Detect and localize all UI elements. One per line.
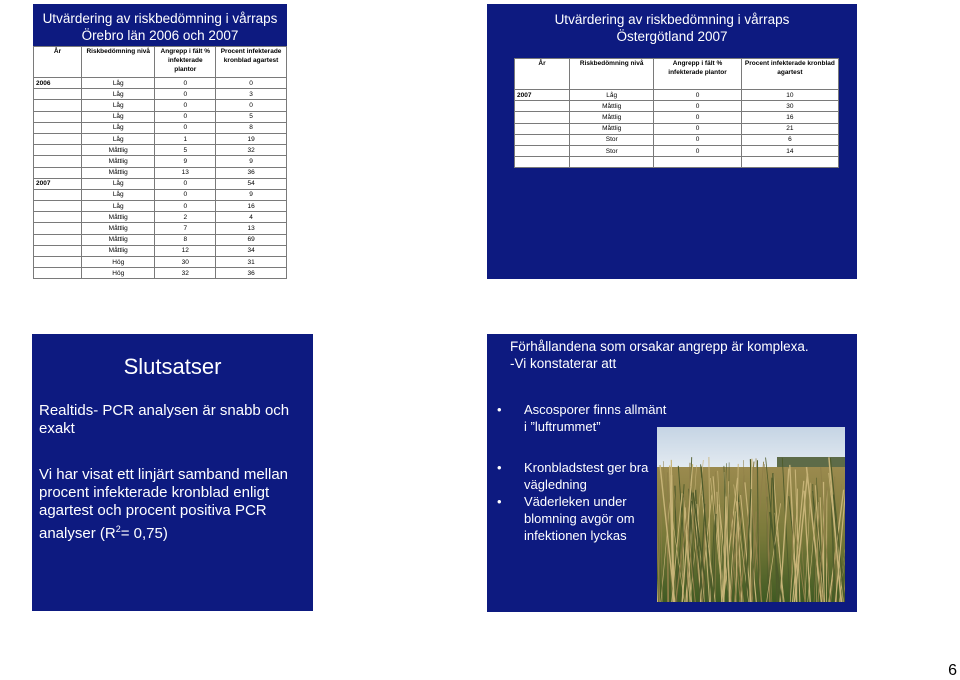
table-cell: 5: [216, 111, 287, 122]
table-cell: Måttlig: [82, 145, 155, 156]
table-cell: 0: [155, 189, 216, 200]
table-row: [34, 133, 287, 144]
table-row: [34, 178, 287, 189]
table-cell: [515, 112, 570, 123]
table-row: [34, 122, 287, 133]
table-cell: 4: [216, 212, 287, 223]
table-row: [515, 112, 839, 123]
slide-orebro-title: [33, 10, 287, 44]
table-cell: 69: [216, 234, 287, 245]
table-cell: [34, 201, 82, 212]
bullet-dot-icon: •: [497, 460, 502, 475]
table-cell: 2007: [34, 178, 82, 189]
table-row: [34, 100, 287, 111]
table-cell: [515, 101, 570, 112]
table-cell: 13: [216, 223, 287, 234]
table-cell: Måttlig: [82, 234, 155, 245]
table-row: [34, 145, 287, 156]
list-item: [39, 402, 309, 438]
forhallanden-bullet-list: [497, 401, 667, 544]
r-squared-superscript: 2: [115, 524, 121, 534]
table-cell: [34, 111, 82, 122]
table-cell: 54: [216, 178, 287, 189]
slide-orebro-title-line2: Örebro län 2006 och 2007: [81, 28, 239, 43]
table-cell: 0: [654, 145, 741, 156]
table-cell: [515, 145, 570, 156]
table-cell: [34, 89, 82, 100]
table-cell: Låg: [82, 178, 155, 189]
table-cell: 0: [216, 100, 287, 111]
table-header-row: [515, 59, 839, 90]
table-cell: 5: [155, 145, 216, 156]
table-cell: [515, 123, 570, 134]
table-cell: 9: [216, 156, 287, 167]
slide-orebro: [33, 4, 287, 276]
table-cell: 16: [216, 201, 287, 212]
column-header: Riskbedömning nivå: [570, 59, 654, 90]
table-cell: 2006: [34, 78, 82, 89]
table-cell: 36: [216, 268, 287, 279]
table-cell: Måttlig: [570, 123, 654, 134]
table-cell: [34, 145, 82, 156]
table-cell: Hög: [82, 268, 155, 279]
table-cell: [34, 257, 82, 268]
table-cell: Stor: [570, 134, 654, 145]
bullet-text: Kronbladstest ger bra vägledning: [524, 460, 649, 492]
table-cell: [34, 100, 82, 111]
table-cell: 9: [155, 156, 216, 167]
table-cell: [34, 223, 82, 234]
bullet-dot-icon: •: [497, 494, 502, 509]
table-cell: 30: [155, 257, 216, 268]
table-cell: 10: [741, 90, 838, 101]
table-cell: 0: [155, 89, 216, 100]
table-cell: 0: [654, 112, 741, 123]
table-cell: [654, 157, 741, 168]
table-cell: [34, 167, 82, 178]
table-cell: [34, 212, 82, 223]
table-row: [34, 245, 287, 256]
table-cell: Låg: [82, 111, 155, 122]
table-cell: [34, 156, 82, 167]
ostergotland-table: [514, 58, 839, 168]
table-row: [34, 212, 287, 223]
slide-forhallanden-title: [510, 338, 855, 372]
table-cell: Låg: [570, 90, 654, 101]
table-row: [515, 101, 839, 112]
table-cell: 12: [155, 245, 216, 256]
table-cell: [34, 133, 82, 144]
table-cell: 3: [216, 89, 287, 100]
table-cell: 32: [216, 145, 287, 156]
table-cell: Hög: [82, 257, 155, 268]
table-cell: Låg: [82, 89, 155, 100]
slide-forhallanden-title-line2: -Vi konstaterar att: [510, 356, 617, 371]
table-cell: [515, 157, 570, 168]
table-cell: [34, 245, 82, 256]
table-row: [34, 268, 287, 279]
slide-ostergotland-title-line2: Östergötland 2007: [616, 29, 728, 44]
column-header: År: [34, 47, 82, 78]
table-row: [515, 145, 839, 156]
slide-forhallanden: [487, 334, 857, 612]
table-cell: Måttlig: [82, 245, 155, 256]
column-header: Angrepp i fält % infekterade plantor: [155, 47, 216, 78]
table-cell: 9: [216, 189, 287, 200]
table-cell: Låg: [82, 78, 155, 89]
table-cell: 0: [155, 100, 216, 111]
table-cell: Måttlig: [570, 112, 654, 123]
slide-forhallanden-title-line1: Förhållandena som orsakar angrepp är komplexa.: [510, 339, 809, 354]
table-cell: 0: [654, 90, 741, 101]
table-cell: 2007: [515, 90, 570, 101]
table-cell: Stor: [570, 145, 654, 156]
table-cell: [34, 189, 82, 200]
column-header: Procent infekterade kronblad agartest: [216, 47, 287, 78]
list-item: [497, 401, 667, 435]
table-cell: 21: [741, 123, 838, 134]
table-cell: 19: [216, 133, 287, 144]
table-row: [34, 78, 287, 89]
table-cell: Måttlig: [570, 101, 654, 112]
bullet-dot-icon: •: [497, 402, 502, 417]
table-row: [34, 167, 287, 178]
table-cell: 0: [654, 101, 741, 112]
list-item: [497, 459, 667, 493]
bullet-text: Realtids- PCR analysen är snabb och exakt: [39, 402, 290, 437]
table-cell: 13: [155, 167, 216, 178]
table-row: [34, 223, 287, 234]
table-cell: 6: [741, 134, 838, 145]
column-header: År: [515, 59, 570, 90]
table-cell: [741, 157, 838, 168]
table-cell: Måttlig: [82, 223, 155, 234]
table-cell: 0: [155, 178, 216, 189]
table-row: [34, 89, 287, 100]
table-cell: 0: [216, 78, 287, 89]
slutsatser-bullet-list: [39, 402, 309, 543]
table-cell: 32: [155, 268, 216, 279]
column-header: Riskbedömning nivå: [82, 47, 155, 78]
table-cell: [34, 122, 82, 133]
slide-ostergotland-title: [487, 11, 857, 45]
table-row: [515, 90, 839, 101]
table-cell: 0: [155, 122, 216, 133]
bullet-text: Väderleken under blomning avgör om infektionen lyckas: [524, 494, 635, 543]
slide-ostergotland-title-line1: Utvärdering av riskbedömning i vårraps: [554, 12, 790, 27]
table-row: [515, 134, 839, 145]
table-cell: [34, 234, 82, 245]
table-cell: 14: [741, 145, 838, 156]
table-cell: Låg: [82, 122, 155, 133]
slide-orebro-title-line1: Utvärdering av riskbedömning i vårraps: [42, 11, 278, 26]
table-cell: [34, 268, 82, 279]
table-cell: Låg: [82, 189, 155, 200]
table-cell: 36: [216, 167, 287, 178]
table-row: [34, 156, 287, 167]
table-cell: 34: [216, 245, 287, 256]
list-item: [497, 493, 667, 544]
table-cell: Låg: [82, 201, 155, 212]
table-cell: Måttlig: [82, 212, 155, 223]
table-cell: 0: [654, 134, 741, 145]
slide-ostergotland: [487, 4, 857, 279]
table-row: [515, 123, 839, 134]
table-cell: 8: [155, 234, 216, 245]
table-row: [34, 111, 287, 122]
table-cell: 1: [155, 133, 216, 144]
table-header-row: [34, 47, 287, 78]
bullet-text: Vi har visat ett linjärt samband mellan procent infekterade kronblad enligt agartest och procent positiva PCR analyser (R: [39, 466, 289, 542]
table-cell: 8: [216, 122, 287, 133]
bullet-text: Ascosporer finns allmänt i ”luftrummet”: [524, 402, 667, 434]
table-cell: 30: [741, 101, 838, 112]
table-cell: Låg: [82, 100, 155, 111]
table-cell: 0: [155, 111, 216, 122]
list-item: [39, 466, 309, 543]
table-cell: 7: [155, 223, 216, 234]
table-cell: [570, 157, 654, 168]
table-cell: 31: [216, 257, 287, 268]
orebro-table: [33, 46, 287, 279]
bullet-text-end: = 0,75): [120, 525, 168, 542]
table-row: [34, 234, 287, 245]
table-row: [34, 257, 287, 268]
column-header: Procent infekterade kronblad agartest: [741, 59, 838, 90]
rapeseed-field-photo: [657, 427, 845, 602]
slide-slutsatser-title: Slutsatser: [123, 354, 222, 379]
table-cell: 0: [654, 123, 741, 134]
table-row: [34, 201, 287, 212]
table-cell: [515, 134, 570, 145]
table-row: [34, 189, 287, 200]
column-header: Angrepp i fält % infekterade plantor: [654, 59, 741, 90]
slide-slutsatser: [32, 334, 313, 611]
table-cell: 0: [155, 78, 216, 89]
page-number: 6: [948, 662, 957, 679]
table-row: [515, 157, 839, 168]
table-cell: Måttlig: [82, 167, 155, 178]
table-cell: 2: [155, 212, 216, 223]
table-cell: 16: [741, 112, 838, 123]
table-cell: Låg: [82, 133, 155, 144]
table-cell: 0: [155, 201, 216, 212]
table-cell: Måttlig: [82, 156, 155, 167]
